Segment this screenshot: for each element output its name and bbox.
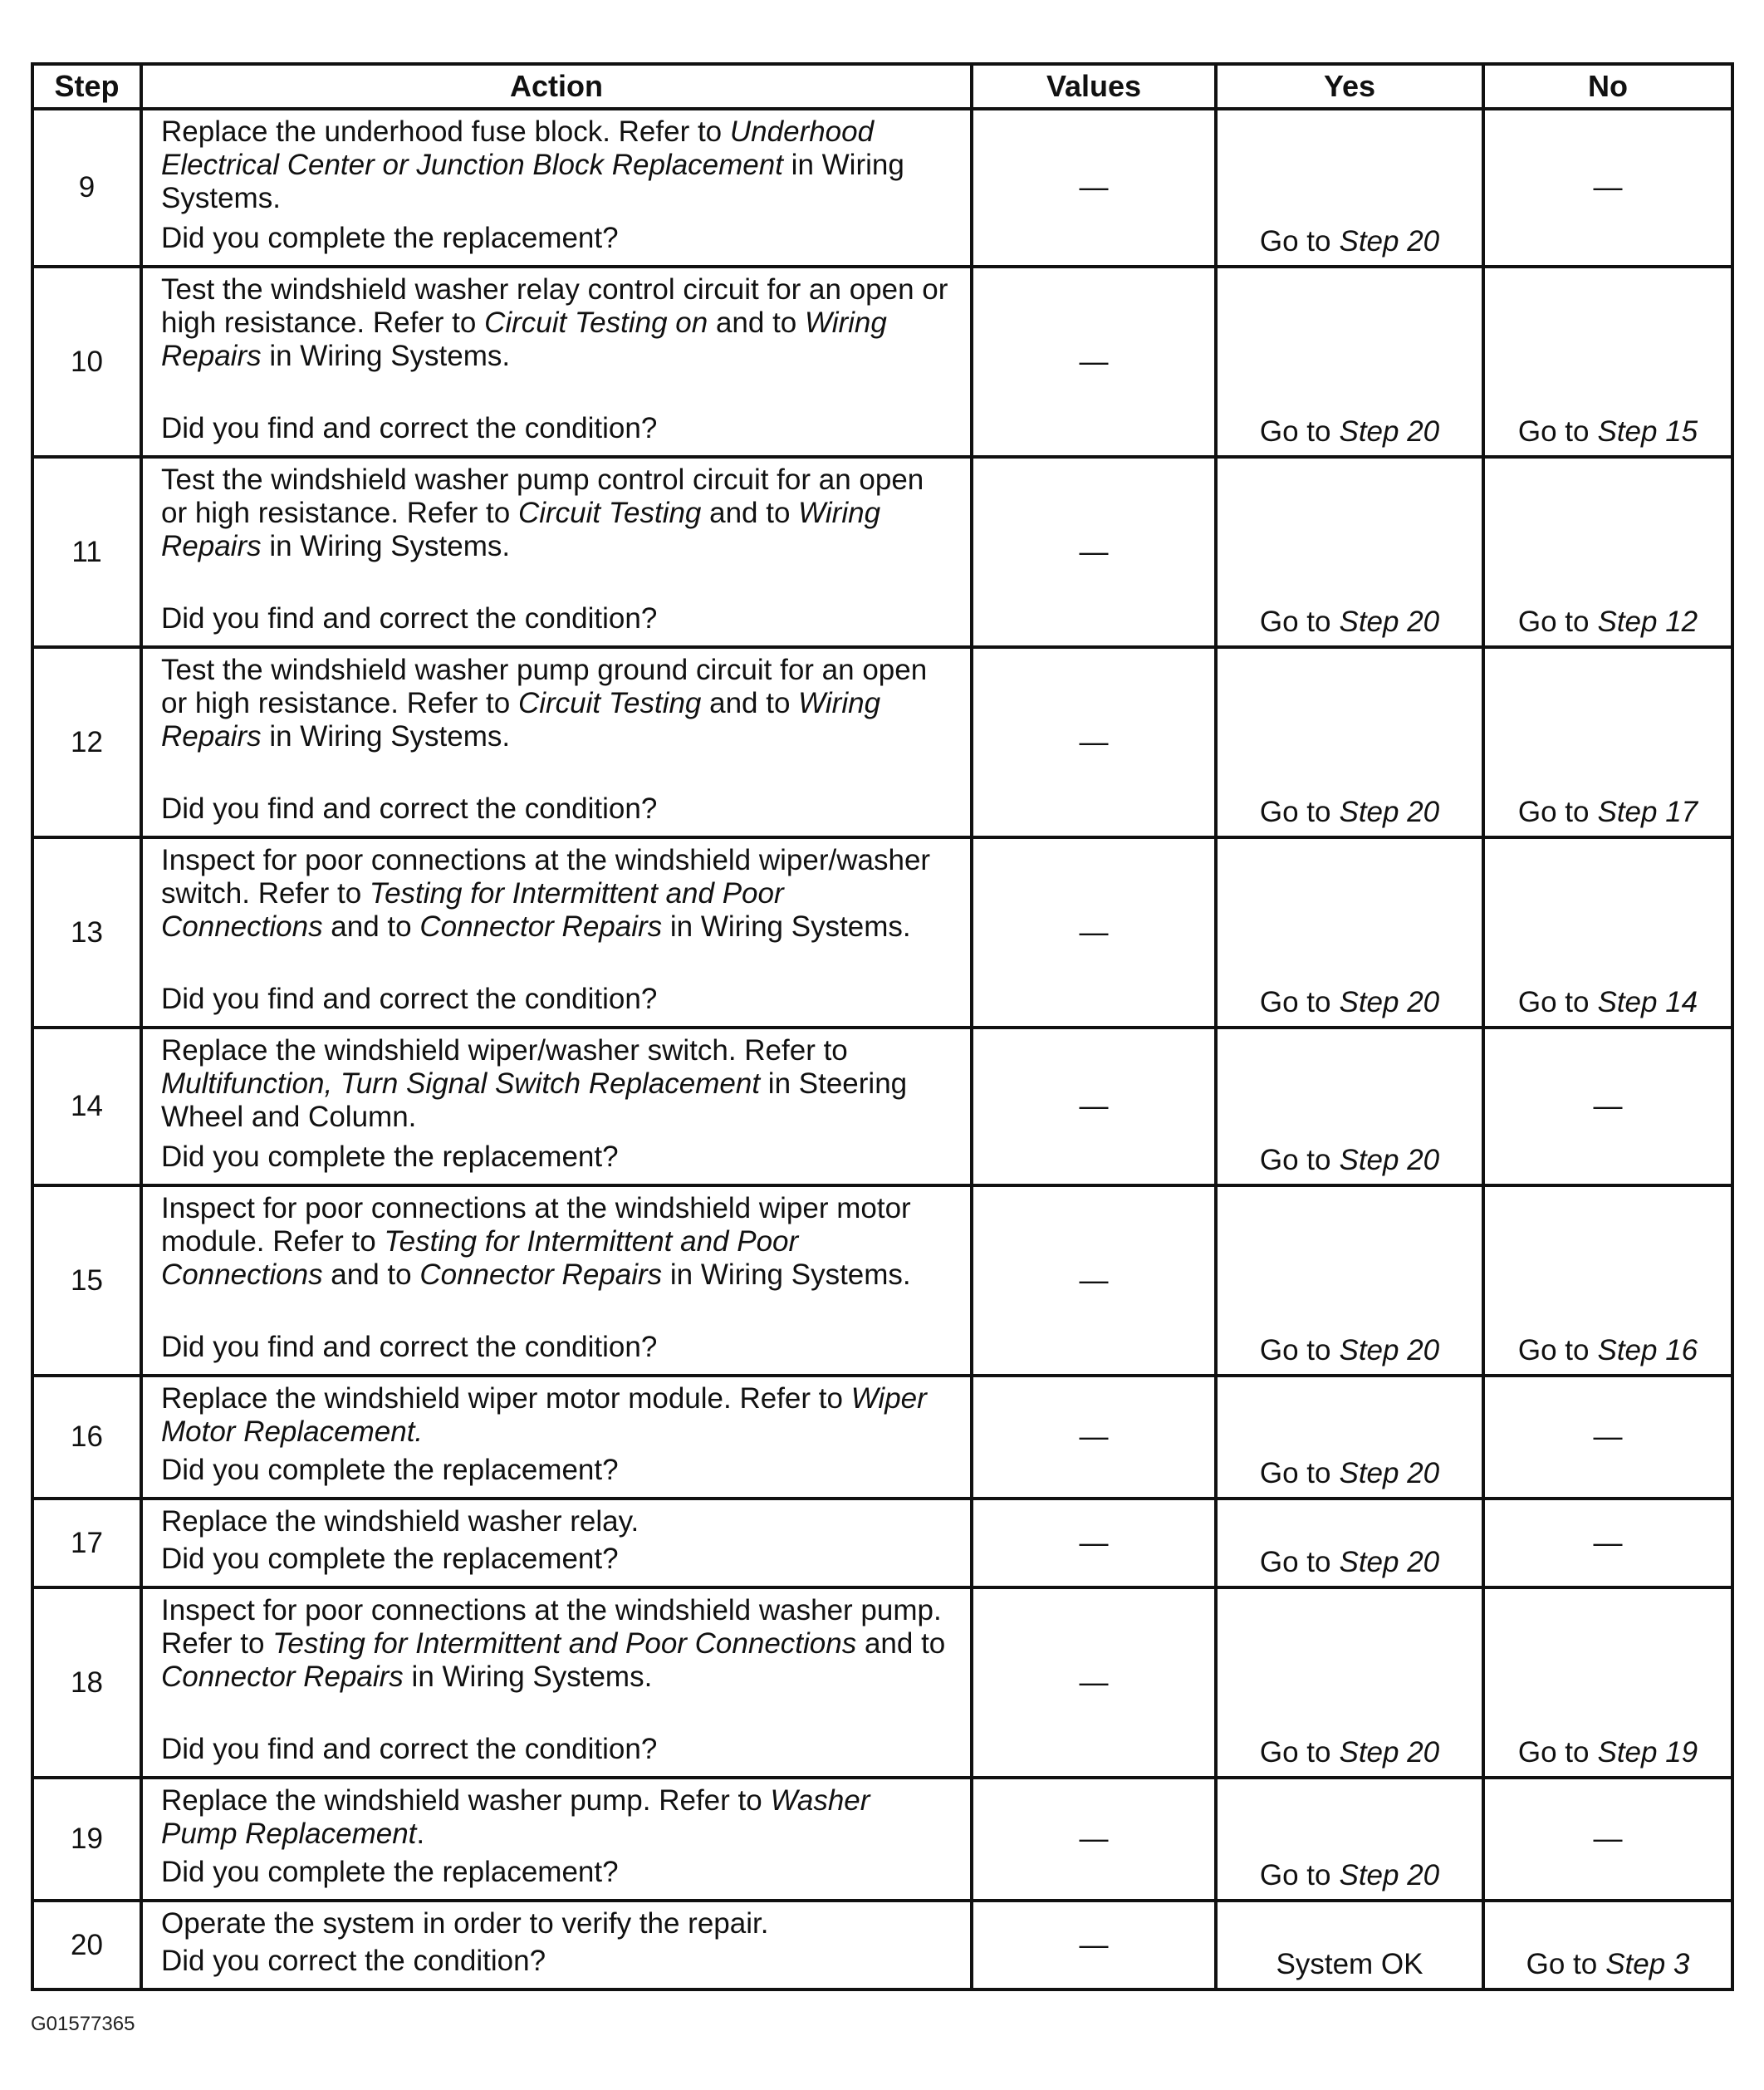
- no-goto: [1526, 1948, 1690, 1980]
- yes-goto-target: Step 20: [1339, 1546, 1440, 1578]
- no-cell: [1483, 1778, 1732, 1901]
- action-reference: Connector Repairs: [419, 1258, 663, 1291]
- values-cell: —: [972, 457, 1216, 647]
- yes-cell: [1216, 267, 1483, 457]
- no-cell: [1483, 1376, 1732, 1499]
- action-instruction: [161, 115, 950, 215]
- no-text: —: [1593, 1526, 1623, 1559]
- action-content: [161, 115, 950, 255]
- action-instruction: [161, 1192, 950, 1292]
- no-goto: [1518, 796, 1698, 828]
- yes-goto: [1260, 1457, 1439, 1489]
- table-row: [32, 1587, 1732, 1778]
- action-instruction: [161, 1594, 950, 1694]
- step-cell: 12: [32, 647, 141, 837]
- action-text: and to: [708, 307, 805, 339]
- action-text: Replace the windshield washer relay.: [161, 1505, 639, 1538]
- action-cell: [141, 1376, 972, 1499]
- values-cell: —: [972, 267, 1216, 457]
- action-text: in Wiring Systems.: [662, 910, 911, 943]
- yes-cell: [1216, 457, 1483, 647]
- action-reference: Connector Repairs: [419, 910, 663, 943]
- action-question: Did you complete the replacement?: [161, 1454, 619, 1486]
- table-row: [32, 1376, 1732, 1499]
- action-question: Did you find and correct the condition?: [161, 602, 658, 635]
- yes-goto-prefix: Go to: [1259, 225, 1331, 258]
- step-cell: 15: [32, 1185, 141, 1376]
- action-reference: Testing for Intermittent and Poor Connections: [272, 1627, 857, 1660]
- yes-goto: [1260, 1144, 1439, 1176]
- values-cell: —: [972, 1376, 1216, 1499]
- table-row: [32, 1499, 1732, 1587]
- no-cell: [1483, 457, 1732, 647]
- action-cell: [141, 1587, 972, 1778]
- values-cell: —: [972, 1587, 1216, 1778]
- step-cell: 14: [32, 1028, 141, 1185]
- yes-goto-target: Step 20: [1339, 415, 1440, 448]
- no-goto-target: Step 15: [1597, 415, 1698, 448]
- no-cell: [1483, 647, 1732, 837]
- no-goto-prefix: Go to: [1517, 415, 1590, 448]
- action-content: [161, 654, 950, 826]
- yes-goto-prefix: Go to: [1259, 415, 1331, 448]
- yes-goto: [1260, 1859, 1439, 1891]
- yes-cell: [1216, 109, 1483, 267]
- yes-goto-target: Step 20: [1339, 225, 1440, 258]
- table-row: [32, 1028, 1732, 1185]
- no-goto-target: Step 12: [1597, 606, 1698, 638]
- yes-goto-prefix: Go to: [1259, 1144, 1331, 1176]
- action-instruction: [161, 1034, 950, 1134]
- action-text: Inspect for poor connections at the windshield washer pump. Refer to: [161, 1594, 942, 1660]
- yes-goto: [1260, 986, 1439, 1018]
- step-cell: 19: [32, 1778, 141, 1901]
- header-values: Values: [972, 64, 1216, 109]
- yes-text: System OK: [1276, 1948, 1423, 1980]
- yes-goto: [1260, 606, 1439, 638]
- action-question: Did you find and correct the condition?: [161, 983, 658, 1015]
- action-cell: [141, 109, 972, 267]
- yes-goto-prefix: Go to: [1259, 1457, 1331, 1489]
- yes-cell: [1216, 1185, 1483, 1376]
- yes-goto-target: Step 20: [1339, 1334, 1440, 1366]
- yes-goto: [1260, 796, 1439, 828]
- table-row: [32, 267, 1732, 457]
- no-goto-target: Step 19: [1597, 1736, 1698, 1769]
- step-cell: 16: [32, 1376, 141, 1499]
- header-no: No: [1483, 64, 1732, 109]
- header-yes: Yes: [1216, 64, 1483, 109]
- action-text: Replace the underhood fuse block. Refer to: [161, 115, 730, 148]
- no-cell: [1483, 1028, 1732, 1185]
- action-reference: Testing for Intermittent and Poor Connections: [161, 877, 784, 943]
- action-question: Did you complete the replacement?: [161, 222, 619, 254]
- yes-goto: [1260, 1546, 1439, 1578]
- figure-id: G01577365: [31, 2013, 135, 2035]
- step-cell: 13: [32, 837, 141, 1028]
- action-instruction: [161, 273, 950, 373]
- yes-goto: [1260, 415, 1439, 448]
- action-text: and to: [856, 1627, 946, 1660]
- yes-goto-target: Step 20: [1339, 986, 1440, 1018]
- table-row: [32, 109, 1732, 267]
- action-cell: [141, 1499, 972, 1587]
- action-text: Test the windshield washer relay control circuit for an open or high resistance. Refer to: [161, 273, 948, 339]
- table-row: [32, 457, 1732, 647]
- no-goto-prefix: Go to: [1517, 1334, 1590, 1366]
- table-row: [32, 1185, 1732, 1376]
- table-row: [32, 1901, 1732, 1989]
- action-reference: Testing for Intermittent and Poor Connections: [161, 1225, 799, 1291]
- action-content: [161, 1594, 950, 1766]
- action-content: [161, 844, 950, 1016]
- action-reference: Underhood Electrical Center or Junction Block Replacement: [161, 115, 875, 181]
- yes-goto: [1260, 1736, 1439, 1769]
- action-text: and to: [701, 687, 799, 719]
- no-cell: [1483, 1587, 1732, 1778]
- no-goto: [1518, 415, 1698, 448]
- action-reference: Circuit Testing: [517, 497, 702, 529]
- yes-goto-prefix: Go to: [1259, 1334, 1331, 1366]
- action-text: Replace the windshield washer pump. Refer to: [161, 1784, 771, 1817]
- yes-goto-prefix: Go to: [1259, 986, 1331, 1018]
- no-goto: [1518, 606, 1698, 638]
- action-instruction: [161, 1784, 950, 1851]
- yes-cell: [1216, 1901, 1483, 1989]
- action-instruction: [161, 1505, 950, 1538]
- table-row: [32, 1778, 1732, 1901]
- diagnostic-table-sheet: [31, 62, 1731, 1991]
- action-reference: Wiring Repairs: [161, 497, 881, 562]
- action-question: Did you correct the condition?: [161, 1945, 546, 1977]
- table-row: [32, 837, 1732, 1028]
- action-text: in Wiring Systems.: [403, 1661, 653, 1693]
- action-reference: Multifunction, Turn Signal Switch Replacement: [161, 1067, 761, 1100]
- no-cell: [1483, 267, 1732, 457]
- values-cell: —: [972, 1901, 1216, 1989]
- action-text: in Wiring Systems.: [261, 530, 511, 562]
- no-goto-prefix: Go to: [1526, 1948, 1598, 1980]
- yes-goto-target: Step 20: [1339, 1457, 1440, 1489]
- action-text: in Steering Wheel and Column.: [161, 1067, 908, 1133]
- action-reference: Wiper Motor Replacement.: [161, 1382, 927, 1448]
- yes-goto-prefix: Go to: [1259, 1546, 1331, 1578]
- no-goto-prefix: Go to: [1517, 796, 1590, 828]
- action-content: [161, 1784, 950, 1889]
- header-step: Step: [32, 64, 141, 109]
- action-instruction: [161, 654, 950, 753]
- step-cell: 20: [32, 1901, 141, 1989]
- action-instruction: [161, 844, 950, 944]
- header-row: [32, 64, 1732, 109]
- no-text: —: [1593, 1420, 1623, 1453]
- action-reference: Wiring Repairs: [161, 687, 881, 753]
- action-content: [161, 1907, 950, 1978]
- action-content: [161, 1505, 950, 1576]
- diagnostic-table: [31, 62, 1734, 1991]
- action-text: Inspect for poor connections at the windshield wiper motor module. Refer to: [161, 1192, 911, 1258]
- yes-goto-target: Step 20: [1339, 606, 1440, 638]
- no-cell: [1483, 837, 1732, 1028]
- action-instruction: [161, 1382, 950, 1449]
- values-cell: —: [972, 1028, 1216, 1185]
- action-text: .: [416, 1818, 425, 1850]
- step-cell: 11: [32, 457, 141, 647]
- step-cell: 10: [32, 267, 141, 457]
- values-cell: —: [972, 1778, 1216, 1901]
- yes-goto-prefix: Go to: [1259, 796, 1331, 828]
- action-text: and to: [322, 910, 420, 943]
- yes-goto-prefix: Go to: [1259, 1736, 1331, 1769]
- yes-goto: [1260, 1334, 1439, 1366]
- action-text: in Wiring Systems.: [261, 340, 511, 372]
- no-goto-target: Step 16: [1597, 1334, 1698, 1366]
- action-text: and to: [322, 1258, 420, 1291]
- yes-goto-prefix: Go to: [1259, 606, 1331, 638]
- action-content: [161, 464, 950, 635]
- action-text: in Wiring Systems.: [261, 720, 511, 753]
- step-cell: 18: [32, 1587, 141, 1778]
- action-cell: [141, 1185, 972, 1376]
- no-cell: [1483, 109, 1732, 267]
- yes-cell: [1216, 647, 1483, 837]
- no-text: —: [1593, 171, 1623, 204]
- table-body: [32, 109, 1732, 1989]
- action-question: Did you complete the replacement?: [161, 1856, 619, 1888]
- table-row: [32, 647, 1732, 837]
- action-text: Operate the system in order to verify the repair.: [161, 1907, 769, 1940]
- action-content: [161, 1034, 950, 1174]
- yes-cell: [1216, 1028, 1483, 1185]
- values-cell: —: [972, 109, 1216, 267]
- no-goto-prefix: Go to: [1517, 606, 1590, 638]
- yes-cell: [1216, 1376, 1483, 1499]
- action-content: [161, 273, 950, 445]
- action-reference: Washer Pump Replacement: [161, 1784, 870, 1850]
- no-cell: [1483, 1901, 1732, 1989]
- yes-goto-target: Step 20: [1339, 1859, 1440, 1891]
- yes-goto-target: Step 20: [1339, 1144, 1440, 1176]
- no-goto: [1518, 1334, 1698, 1366]
- action-text: Inspect for poor connections at the windshield wiper/washer switch. Refer to: [161, 844, 931, 910]
- action-text: Replace the windshield wiper motor module. Refer to: [161, 1382, 851, 1415]
- no-goto-prefix: Go to: [1517, 1736, 1590, 1769]
- action-question: Did you find and correct the condition?: [161, 1331, 658, 1363]
- values-cell: —: [972, 1185, 1216, 1376]
- action-text: Test the windshield washer pump control circuit for an open or high resistance. Refer to: [161, 464, 924, 529]
- action-cell: [141, 837, 972, 1028]
- action-content: [161, 1382, 950, 1487]
- values-cell: —: [972, 1499, 1216, 1587]
- yes-goto-target: Step 20: [1339, 796, 1440, 828]
- yes-cell: [1216, 1778, 1483, 1901]
- no-goto-target: Step 14: [1597, 986, 1698, 1018]
- no-goto: [1518, 986, 1698, 1018]
- yes-cell: [1216, 1499, 1483, 1587]
- values-cell: —: [972, 647, 1216, 837]
- action-reference: Connector Repairs: [161, 1661, 404, 1693]
- step-cell: 17: [32, 1499, 141, 1587]
- no-goto-target: Step 17: [1597, 796, 1698, 828]
- action-text: in Wiring Systems.: [662, 1258, 911, 1291]
- step-cell: 9: [32, 109, 141, 267]
- action-cell: [141, 267, 972, 457]
- no-cell: [1483, 1499, 1732, 1587]
- action-cell: [141, 457, 972, 647]
- yes-goto-target: Step 20: [1339, 1736, 1440, 1769]
- action-instruction: [161, 1907, 950, 1940]
- yes-goto-prefix: Go to: [1259, 1859, 1331, 1891]
- no-text: —: [1593, 1823, 1623, 1855]
- action-content: [161, 1192, 950, 1364]
- action-question: Did you find and correct the condition?: [161, 412, 658, 444]
- action-text: and to: [701, 497, 799, 529]
- action-text: Replace the windshield wiper/washer switch. Refer to: [161, 1034, 848, 1067]
- action-cell: [141, 1028, 972, 1185]
- no-goto-target: Step 3: [1605, 1948, 1690, 1980]
- action-question: Did you find and correct the condition?: [161, 792, 658, 825]
- action-cell: [141, 1778, 972, 1901]
- no-text: —: [1593, 1090, 1623, 1122]
- yes-cell: [1216, 1587, 1483, 1778]
- action-cell: [141, 647, 972, 837]
- action-instruction: [161, 464, 950, 563]
- no-goto-prefix: Go to: [1517, 986, 1590, 1018]
- action-cell: [141, 1901, 972, 1989]
- action-reference: Wiring Repairs: [161, 307, 887, 372]
- no-goto: [1518, 1736, 1698, 1769]
- action-text: in Wiring Systems.: [161, 149, 904, 214]
- action-question: Did you complete the replacement?: [161, 1141, 619, 1173]
- values-cell: —: [972, 837, 1216, 1028]
- action-question: Did you complete the replacement?: [161, 1543, 619, 1575]
- action-question: Did you find and correct the condition?: [161, 1733, 658, 1765]
- yes-cell: [1216, 837, 1483, 1028]
- action-reference: Circuit Testing on: [484, 307, 708, 339]
- header-action: Action: [141, 64, 972, 109]
- action-reference: Circuit Testing: [517, 687, 702, 719]
- yes-goto: [1260, 225, 1439, 258]
- no-cell: [1483, 1185, 1732, 1376]
- action-text: Test the windshield washer pump ground circuit for an open or high resistance. Refer to: [161, 654, 928, 719]
